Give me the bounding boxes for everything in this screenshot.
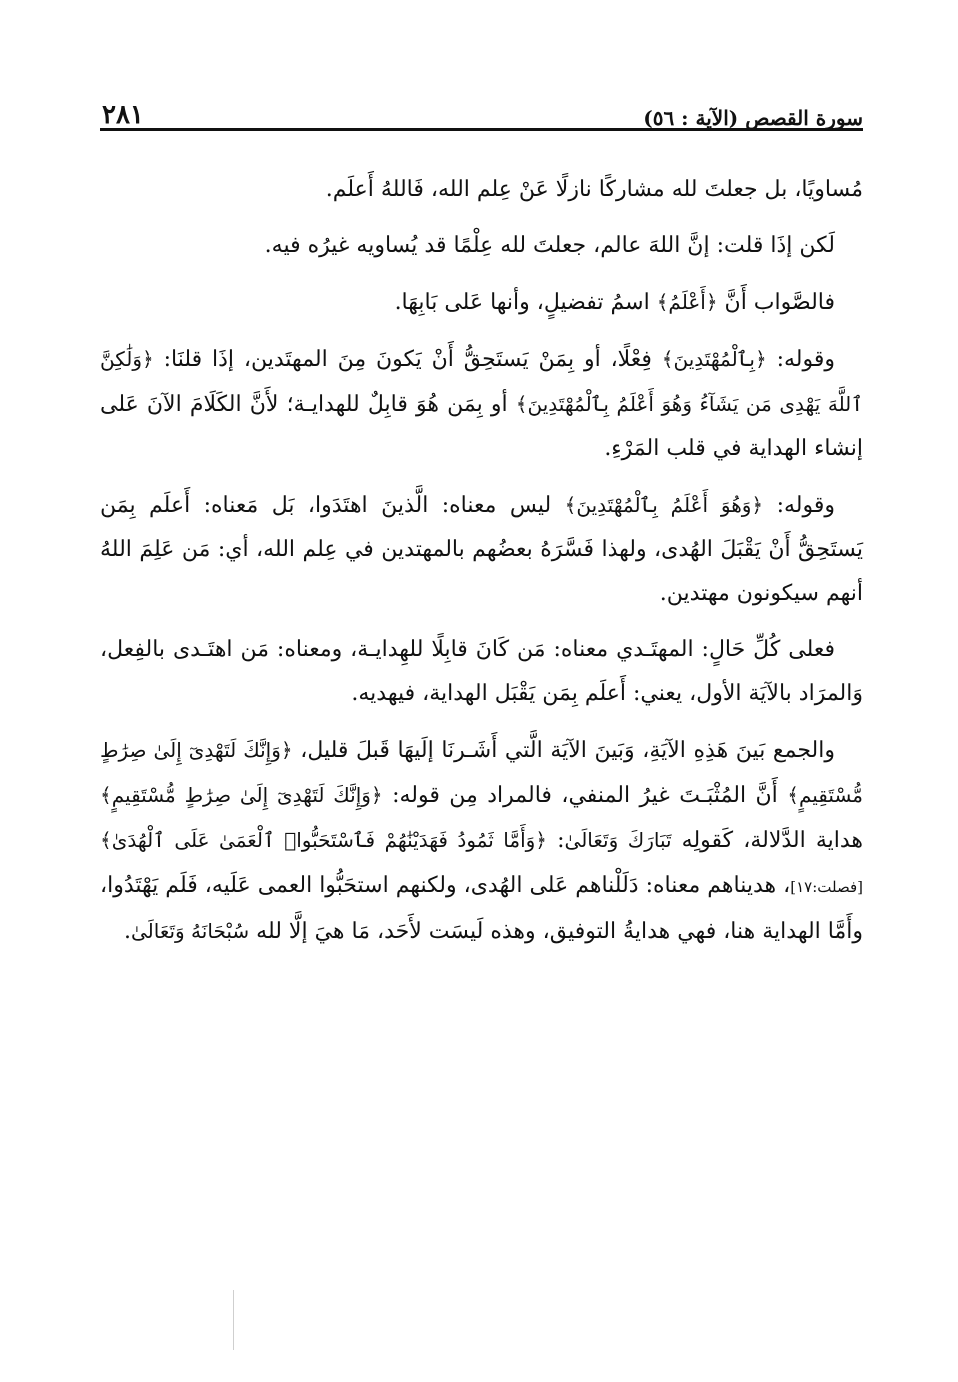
quran-quote: ﴿وَلَٰكِنَّ ٱللَّهَ يَهْدِى مَن يَشَآءُ وَهُوَ أَعْلَمُ بِٱلْمُهْتَدِينَ﴾ (100, 347, 863, 416)
text-run: ليس معناه: الَّذينَ اهتَدَوا، بَل مَعناه: أَعلَم بِمَن يَستَحِقُّ أَنْ يَقْبَلَ الهُدى، ولهذا فَسَّرَهُ بعضُهم بالمهتدين في عِلم الله، أي: مَن عَلِمَ اللهُ أنهم سيكونون مهتدين. (100, 493, 863, 606)
text-run: اسمُ تفضيلٍ، وأنها عَلى بَابِهَا. (394, 290, 657, 315)
quran-quote: ﴿وَأَمَّا ثَمُودُ فَهَدَيْنَٰهُمْ فَٱسْتَحَبُّوا۟ ٱلْعَمَىٰ عَلَى ٱلْهُدَىٰ﴾ (100, 828, 548, 852)
text-run: فعلى كُلِّ حَالٍ: المهتَـدي معناه: مَن كَانَ قابِلًا للهِدايـة، ومعناه: مَن اهتَـدى بالفِعل، وَالمرَاد بالآيَة الأول، يعني: أَعلَم بِمَن يَقْبَل الهداية، فيهديه. (100, 637, 863, 706)
body-text (100, 168, 863, 966)
page-number: ٢٨١ (102, 100, 144, 130)
running-head: سورة القصص (الآية : ٥٦) (643, 106, 863, 130)
paragraph (100, 280, 863, 325)
paragraph (100, 224, 863, 268)
quran-quote: ﴿أَعْلَمُ﴾ (656, 290, 718, 314)
paragraph (100, 628, 863, 716)
text-run: أَنَّ المُثْبَـتَ غيرُ المنفي، فالمراد مِن قوله: (382, 783, 788, 808)
verse-citation: [فصلت:١٧] (790, 878, 863, 896)
text-run: هداية الدَّلالة، كَقولِه (671, 828, 864, 853)
text-run: فِعْلًا، أو بِمَنْ يَستَحِقُّ أَنْ يَكونَ مِنَ المهتَدين، إذَا قلنَا: (153, 347, 662, 372)
text-run: لَكن إذَا قلت: إنَّ اللهَ عالم، جعلتَ لله عِلْمًا قد يُساويه غيرُه فيه. (264, 233, 835, 258)
text-run: والجمع بَينَ هَذِهِ الآيَةِ، وَبَينَ الآيَة الَّتي أَشَـرنَا إلَيهَا قَبلَ قليل، (292, 738, 835, 763)
page-header (100, 92, 863, 128)
text-run: : (547, 828, 565, 853)
text-run: ، هديناهم معناه: دَلَلْناهم عَلى الهُدى، ولكنهم استحَبُّوا العمى عَلَيه، فَلَم يَهْتَدُوا، وأَمَّا الهداية هنا، فهي هدايةُ التوفيق، وهذه لَيسَت لأَحَد، مَا هيَ إلَّا لله (100, 873, 863, 944)
margin-line (233, 1290, 234, 1350)
text-run: وقوله: (763, 493, 835, 518)
paragraph (100, 337, 863, 471)
paragraph (100, 728, 863, 954)
text-run: . (123, 919, 131, 944)
quran-quote: ﴿وَهُوَ أَعْلَمُ بِٱلْمُهْتَدِينَ﴾ (564, 493, 764, 517)
quran-quote: ﴿بِٱلْمُهْتَدِينَ﴾ (661, 347, 767, 371)
paragraph (100, 483, 863, 616)
text-run: وقوله: (766, 347, 835, 372)
text-run: أو بِمَن هُوَ قابِلٌ للهدايـة؛ لأَنَّ الكَلَامَ الآنَ عَلى إنشاء الهداية في قلب المَرْءِ. (100, 392, 863, 461)
text-run: فالصَّواب أَنَّ (717, 290, 835, 315)
text-run: مُساويًا، بل جعلتَ لله مشاركًا نازلًا عَنْ عِلم الله، فَاللهُ أَعلَم. (325, 177, 863, 202)
quran-quote: ﴿وَإِنَّكَ لَتَهْدِىٓ إِلَىٰ صِرَٰطٍ مُّسْتَقِيمٍ﴾ (100, 738, 864, 807)
quran-quote: سُبْحَانَهُ وَتَعَالَىٰ (130, 919, 250, 943)
header-rule (100, 128, 863, 131)
quran-quote: تَبَارَكَ وَتَعَالَىٰ (564, 828, 672, 852)
paragraph (100, 168, 863, 212)
quran-quote: ﴿وَإِنَّكَ لَتَهْدِىٓ إِلَىٰ صِرَٰطٍ مُّسْتَقِيمٍ﴾ (100, 783, 383, 807)
